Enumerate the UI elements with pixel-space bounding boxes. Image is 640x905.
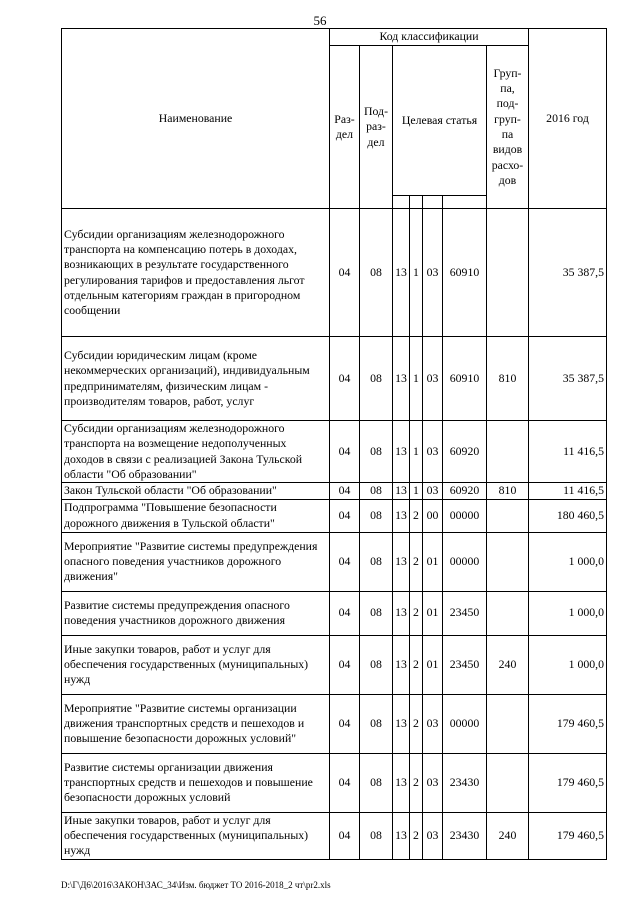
header-year: 2016 год: [529, 29, 607, 209]
row-subsection: 08: [360, 483, 393, 499]
row-target-event: 01: [423, 532, 443, 591]
row-expense-group: 810: [487, 483, 529, 499]
row-target-program: 13: [393, 499, 410, 532]
row-target-program: 13: [393, 635, 410, 694]
row-subsection: 08: [360, 421, 393, 483]
row-name: Мероприятие "Развитие системы предупреждения опасного поведения участников дорожного движения": [62, 532, 330, 591]
row-target-program: 13: [393, 694, 410, 753]
row-name: Развитие системы предупреждения опасного поведения участников дорожного движения: [62, 591, 330, 635]
row-target-direction: 60920: [443, 421, 487, 483]
row-expense-group: [487, 421, 529, 483]
row-target-direction: 00000: [443, 499, 487, 532]
row-target-subprogram: 1: [410, 209, 423, 337]
row-target-event: 03: [423, 753, 443, 812]
row-name: Субсидии организациям железнодорожного транспорта на компенсацию потерь в доходах, возникающих в результате государственного регулирования тарифов и предоставления льгот отдельным категориям граждан в пригородном сообщении: [62, 209, 330, 337]
row-target-direction: 60910: [443, 337, 487, 421]
row-expense-group: [487, 532, 529, 591]
row-target-direction: 60910: [443, 209, 487, 337]
row-name: Закон Тульской области "Об образовании": [62, 483, 330, 499]
row-amount-2016: 179 460,5: [529, 694, 607, 753]
table-row: [62, 499, 607, 532]
table-row: [62, 483, 607, 499]
row-section: 04: [330, 635, 360, 694]
row-expense-group: [487, 694, 529, 753]
row-target-subprogram: 2: [410, 635, 423, 694]
row-target-program: 13: [393, 421, 410, 483]
table-row: [62, 337, 607, 421]
row-target-subprogram: 2: [410, 499, 423, 532]
row-section: 04: [330, 421, 360, 483]
row-amount-2016: 1 000,0: [529, 635, 607, 694]
table-row: [62, 209, 607, 337]
row-target-subprogram: 1: [410, 337, 423, 421]
row-target-event: 00: [423, 499, 443, 532]
row-target-event: 03: [423, 812, 443, 859]
row-target-direction: 00000: [443, 694, 487, 753]
row-target-subprogram: 2: [410, 753, 423, 812]
row-amount-2016: 179 460,5: [529, 812, 607, 859]
row-target-program: 13: [393, 591, 410, 635]
row-subsection: 08: [360, 337, 393, 421]
row-target-direction: 60920: [443, 483, 487, 499]
row-section: 04: [330, 337, 360, 421]
row-expense-group: [487, 753, 529, 812]
row-target-program: 13: [393, 209, 410, 337]
row-amount-2016: 11 416,5: [529, 483, 607, 499]
row-name: Субсидии юридическим лицам (кроме некоммерческих организаций), индивидуальным предпринимателям, физическим лицам - производителям товаров, работ, услуг: [62, 337, 330, 421]
header-classification: Код классификации: [330, 29, 529, 46]
row-amount-2016: 179 460,5: [529, 753, 607, 812]
row-subsection: 08: [360, 812, 393, 859]
row-target-subprogram: 1: [410, 483, 423, 499]
row-target-event: 03: [423, 209, 443, 337]
row-target-event: 03: [423, 337, 443, 421]
row-section: 04: [330, 753, 360, 812]
row-amount-2016: 11 416,5: [529, 421, 607, 483]
file-path-footer: D:\Г\Д6\2016\ЗАКОН\ЗАС_34\Изм. бюджет ТО 2016-2018_2 чт\pr2.xls: [61, 880, 331, 890]
row-target-event: 01: [423, 635, 443, 694]
row-name: Подпрограмма "Повышение безопасности дорожного движения в Тульской области": [62, 499, 330, 532]
row-target-program: 13: [393, 812, 410, 859]
table-row: [62, 591, 607, 635]
row-target-subprogram: 1: [410, 421, 423, 483]
row-section: 04: [330, 532, 360, 591]
row-name: Субсидии организациям железнодорожного транспорта на возмещение недополученных доходов в связи с реализацией Закона Тульской области "Об образовании": [62, 421, 330, 483]
row-target-direction: 23430: [443, 753, 487, 812]
row-name: Развитие системы организации движения транспортных средств и пешеходов и повышение безопасности дорожных условий: [62, 753, 330, 812]
row-subsection: 08: [360, 209, 393, 337]
row-target-direction: 00000: [443, 532, 487, 591]
row-subsection: 08: [360, 753, 393, 812]
row-target-event: 01: [423, 591, 443, 635]
table-row: [62, 753, 607, 812]
row-name: Иные закупки товаров, работ и услуг для обеспечения государственных (муниципальных) нужд: [62, 635, 330, 694]
row-amount-2016: 35 387,5: [529, 337, 607, 421]
budget-table: [61, 28, 607, 860]
row-amount-2016: 1 000,0: [529, 591, 607, 635]
row-target-subprogram: 2: [410, 694, 423, 753]
row-target-event: 03: [423, 483, 443, 499]
page-number: 56: [313, 13, 327, 28]
row-target-subprogram: 2: [410, 591, 423, 635]
row-target-program: 13: [393, 337, 410, 421]
row-target-direction: 23450: [443, 635, 487, 694]
row-target-direction: 23430: [443, 812, 487, 859]
table-row: [62, 532, 607, 591]
row-target-event: 03: [423, 421, 443, 483]
table-row: [62, 635, 607, 694]
row-target-direction: 23450: [443, 591, 487, 635]
row-subsection: 08: [360, 499, 393, 532]
row-expense-group: 810: [487, 337, 529, 421]
header-group: Груп- па, под- груп- па видов расхо- дов: [487, 46, 529, 209]
row-section: 04: [330, 483, 360, 499]
header-subsection: Под- раз- дел: [360, 46, 393, 209]
row-amount-2016: 180 460,5: [529, 499, 607, 532]
header-row-top: [62, 29, 607, 46]
row-expense-group: [487, 591, 529, 635]
row-expense-group: [487, 209, 529, 337]
row-subsection: 08: [360, 694, 393, 753]
header-section: Раз- дел: [330, 46, 360, 209]
row-expense-group: 240: [487, 635, 529, 694]
row-target-subprogram: 2: [410, 812, 423, 859]
header-name: Наименование: [62, 29, 330, 209]
row-section: 04: [330, 812, 360, 859]
row-section: 04: [330, 694, 360, 753]
row-target-program: 13: [393, 753, 410, 812]
row-target-event: 03: [423, 694, 443, 753]
row-amount-2016: 35 387,5: [529, 209, 607, 337]
row-target-program: 13: [393, 532, 410, 591]
row-section: 04: [330, 499, 360, 532]
row-name: Мероприятие "Развитие системы организации движения транспортных средств и пешеходов и повышение безопасности дорожных условий": [62, 694, 330, 753]
table-row: [62, 812, 607, 859]
table-row: [62, 421, 607, 483]
row-expense-group: [487, 499, 529, 532]
row-target-program: 13: [393, 483, 410, 499]
row-expense-group: 240: [487, 812, 529, 859]
row-subsection: 08: [360, 532, 393, 591]
row-section: 04: [330, 591, 360, 635]
row-amount-2016: 1 000,0: [529, 532, 607, 591]
row-subsection: 08: [360, 635, 393, 694]
row-target-subprogram: 2: [410, 532, 423, 591]
table-row: [62, 694, 607, 753]
row-subsection: 08: [360, 591, 393, 635]
row-section: 04: [330, 209, 360, 337]
row-name: Иные закупки товаров, работ и услуг для обеспечения государственных (муниципальных) нужд: [62, 812, 330, 859]
table-body: [62, 209, 607, 860]
header-target: Целевая статья: [393, 46, 487, 196]
